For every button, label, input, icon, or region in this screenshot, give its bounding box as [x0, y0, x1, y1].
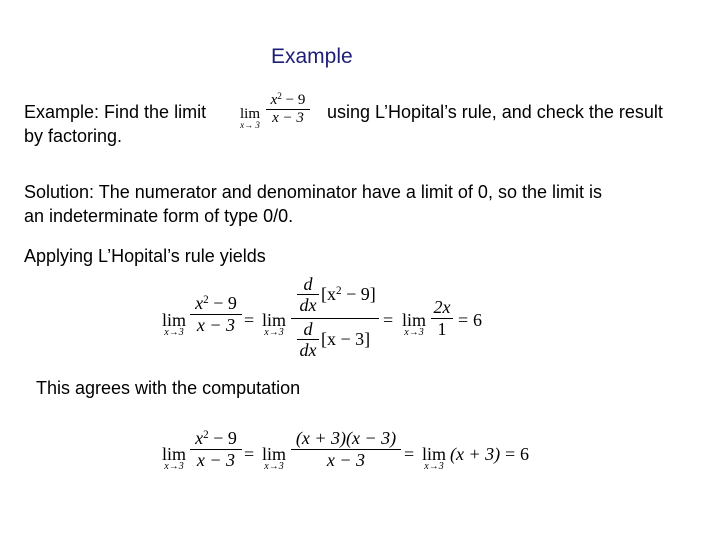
result-value: 6 [473, 310, 482, 330]
agrees-text: This agrees with the computation [36, 378, 301, 398]
equals-sign: = [404, 444, 415, 464]
fraction-numerator: $x^2 - 9$ [195, 428, 237, 448]
lim-subscript: x→3 [164, 461, 184, 472]
fraction-denominator: x − 3 [272, 110, 304, 126]
lim-word: lim [261, 444, 286, 464]
fraction-numerator: 2x [433, 297, 451, 317]
lim-subscript: x→ 3 [240, 120, 260, 130]
lim-word: lim [161, 310, 186, 330]
lim-subscript: x→3 [264, 327, 284, 338]
lhopital-formula [155, 270, 495, 375]
problem-text-suffix: using L’Hopital’s rule, and check the result [327, 102, 663, 122]
solution-line-2: an indeterminate form of type 0/0. [24, 206, 294, 226]
lim-word: lim [401, 310, 426, 330]
fraction-denominator: x − 3 [196, 450, 236, 470]
factoring-formula [155, 428, 535, 488]
lim-subscript: x→3 [264, 461, 284, 472]
lim-subscript: x→3 [164, 327, 184, 338]
lim-subscript: x→3 [404, 327, 424, 338]
result-value: 6 [520, 444, 529, 464]
equals-sign: = [458, 310, 469, 330]
equals-sign: = [505, 444, 516, 464]
lim-subscript: x→3 [424, 461, 444, 472]
equals-sign: = [383, 310, 394, 330]
lim-word: lim [161, 444, 186, 464]
applying-text: Applying L’Hopital’s rule yields [24, 246, 266, 266]
lim-word: lim [239, 106, 260, 122]
problem-text-prefix: Example: Find the limit [24, 102, 207, 122]
fraction-denominator: x − 3 [326, 450, 366, 470]
fraction-denominator: 1 [437, 319, 447, 339]
fraction-numerator: $x^2 - 9$ [270, 91, 306, 108]
derivative-denominator: d dx [x − 3] [291, 319, 379, 363]
slide-title: Example [271, 45, 353, 68]
fraction-denominator: x − 3 [196, 315, 236, 335]
equals-sign: = [244, 444, 255, 464]
problem-limit-formula [232, 92, 312, 144]
problem-text-line2: by factoring. [24, 126, 123, 146]
fraction-numerator: (x + 3)(x − 3) [295, 428, 397, 448]
equals-sign: = [244, 310, 255, 330]
derivative-numerator: d dx $[x^2 - 9]$ [291, 274, 379, 318]
lim-word: lim [421, 444, 446, 464]
limit-expression: (x + 3) [450, 444, 501, 464]
solution-line-1: Solution: The numerator and denominator have a limit of 0, so the limit is [24, 182, 602, 202]
fraction-numerator: $x^2 - 9$ [195, 293, 237, 313]
lim-word: lim [261, 310, 286, 330]
